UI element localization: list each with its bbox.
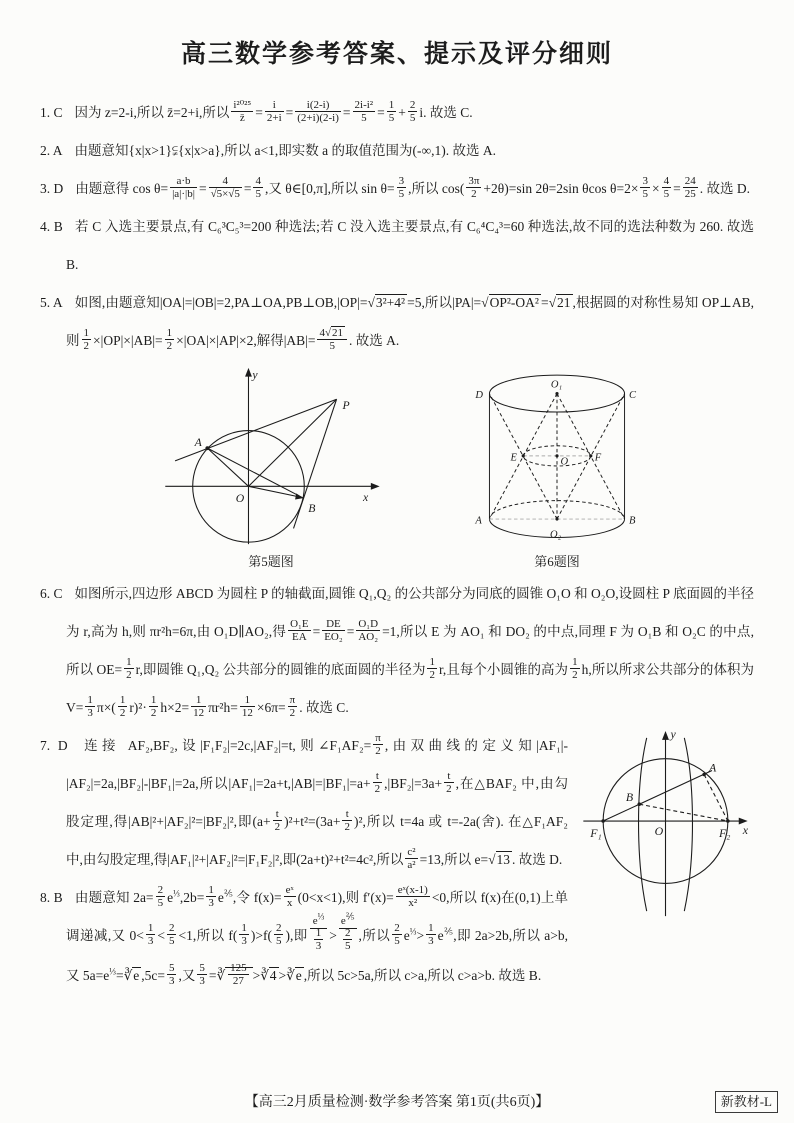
- tangent-PA: [175, 399, 337, 461]
- label-B: B: [628, 515, 636, 527]
- figures-row: [40, 362, 754, 571]
- label-F: F: [594, 452, 602, 464]
- label-P: P: [342, 398, 350, 412]
- y-axis-arrow: [662, 731, 669, 740]
- solution-6: [40, 575, 754, 727]
- arrow-at-B: [295, 493, 303, 499]
- point-F1: [601, 819, 605, 823]
- point-A: [205, 446, 209, 450]
- label-A: A: [194, 436, 202, 450]
- label-O1: O₁: [550, 379, 563, 391]
- solution-3: [40, 170, 754, 208]
- solution-id: 8. B: [40, 890, 63, 905]
- segment-OB: [248, 486, 300, 497]
- label-B: B: [308, 501, 316, 515]
- solutions-list: [40, 94, 754, 995]
- solution-id: 6. C: [40, 586, 63, 601]
- segment-OP: [248, 399, 336, 486]
- point-O: [555, 454, 558, 457]
- solution-text: 若 C 入选主要景点,有 C₆³C₅³=200 种选法;若 C 没入选主要景点,有 C₆⁴C₄³=60 种选法,故不同的选法种数为 260. 故选 B.: [66, 219, 754, 272]
- page-title: 高三数学参考答案、提示及评分细则: [180, 40, 613, 68]
- solution-id: 7. D: [40, 738, 68, 753]
- label-F1: F₁: [590, 825, 602, 840]
- axis-label-x: x: [742, 822, 749, 837]
- solution-id: 2. A: [40, 143, 63, 158]
- solution-id: 3. D: [40, 181, 64, 196]
- x-axis-arrow: [371, 483, 380, 490]
- segment-OA: [207, 448, 248, 486]
- page-footer: 【高三2月质量检测·数学参考答案 第1页(共6页)】: [244, 1095, 550, 1110]
- solution-text: 因为 z=2-i,所以 z̄=2+i,所以 $\frac{\text{i²⁰²⁵}}{z̄}$ = $\frac{i}{2+i}$ = $\frac{i(2-i)}{(2+i)(2-i)}$ = $\frac{\text{2i-i²}}{5}$ = $\frac{1}{5}$ + $\frac{2}{5}$ i. 故选 C.: [74, 98, 473, 125]
- point-O2: [555, 517, 558, 520]
- figure-7: [578, 725, 754, 923]
- figure-5-drawing: [151, 362, 391, 548]
- chord-AB: [207, 448, 303, 498]
- label-C: C: [628, 389, 636, 401]
- point-A: [702, 773, 706, 777]
- figure-5: [151, 362, 391, 571]
- solution-7: [40, 727, 754, 879]
- solution-id: 5. A: [40, 295, 63, 310]
- solution-id: 4. B: [40, 219, 63, 234]
- point-O1: [555, 392, 558, 395]
- point-B: [637, 802, 641, 806]
- figure-6: [471, 362, 643, 571]
- solution-text: 如图所示,四边形 ABCD 为圆柱 P 的轴截面,圆锥 Q₁,Q₂ 的公共部分为同底的圆锥 O₁O 和 O₂O,设圆柱 P 底面圆的半径为 r,高为 h,则 πr²h=6π,由 O₁D∥AO₂,得 $\frac{\text{O₁E}}{EA}$ = $\frac{DE}{\text{EO₂}}$ = $\frac{\text{O₁D}}{\text{AO₂}}$ =1,所以 E 为 AO₁ 和 DO₂ 的中点,同理 F 为 O₁B 和 O₂C 的中点,所以 OE= $\frac{1}{2}$ r,即圆锥 Q₁,Q₂ 公共部分的圆锥的底面圆的半径为 $\frac{1}{2}$ r,且每个小圆锥的高为 $\frac{1}{2}$ h,所以所求公共部分的体积为 V= $\frac{1}{3}$ π×( $\frac{1}{2}$ r)²· $\frac{1}{2}$ h×2= $\frac{1}{12}$ πr²h= $\frac{1}{12}$ ×6π= $\frac{\pi}{2}$ . 故选 C.: [66, 586, 755, 720]
- point-F2: [726, 819, 730, 823]
- label-F2: F₂: [718, 825, 731, 840]
- solution-1: [40, 94, 754, 132]
- solution-id: 1. C: [40, 105, 63, 120]
- y-axis-arrow: [245, 368, 252, 377]
- label-E: E: [510, 452, 517, 464]
- label-O: O: [235, 491, 245, 505]
- point-F: [589, 454, 592, 457]
- figure-7-drawing: [579, 725, 753, 923]
- solution-text: 连接 AF₂,BF₂,设|F₁F₂|=2c,|AF₂|=t,则∠F₁AF₂= $\frac{\pi}{2}$ ,由双曲线的定义知|AF₁|-|AF₂|=2a,|BF₂|-|BF₁|=2a,所以|AF₁|=2a+t,|AB|=|BF₁|=a+ $\frac{t}{2}$ ,|BF₂|=3a+ $\frac{t}{2}$ ,在△BAF₂ 中,由勾股定理,得|AB|²+|AF₂|²=|BF₂|²,即(a+ $\frac{t}{2}$ )²+t²=(3a+ $\frac{t}{2}$ )²,所以 t=4a 或 t=-2a(舍). 在△F₁AF₂ 中,由勾股定理,得|AF₁|²+|AF₂|²=|F₁F₂|²,即(2a+t)²+t²=4c²,所以 $\frac{\text{c²}}{\text{a²}}$ =13,所以 e=√13 . 故选 D.: [66, 731, 568, 872]
- label-A: A: [475, 515, 482, 527]
- solution-text: 由题意知{x|x>1}⫋{x|x>a},所以 a<1,即实数 a 的取值范围为(-∞,1). 故选 A.: [74, 143, 496, 158]
- axis-label-y: y: [252, 368, 258, 382]
- cylinder-bottom-back: [489, 501, 624, 519]
- label-O: O: [654, 823, 664, 838]
- label-D: D: [475, 389, 484, 401]
- label-O2: O₂: [549, 529, 562, 541]
- segment-AF2: [704, 775, 728, 822]
- line-F1BA: [603, 771, 712, 821]
- solution-text: 由题意得 cos θ= $\frac{a\cdot b}{|a|\cdot|b|}$ = $\frac{4}{√5\times√5}$ = $\frac{4}{5}$ ,又 θ∈[0,π],所以 sin θ= $\frac{3}{5}$ ,所以 cos( $\frac{3\pi}{2}$ +2θ)=sin 2θ=2sin θcos θ=2× $\frac{3}{5}$ × $\frac{4}{5}$ = $\frac{24}{25}$ . 故选 D.: [75, 174, 750, 201]
- solution-text: 由题意知 2a= $\frac{2}{5}$ $e^{\frac{1}{3}},2b=$ $\frac{1}{3}$ $e^{\frac{2}{5}}$,令 f(x)= $\frac{\text{eˣ}}{x}$ (0<x<1),则 f′(x)= $\frac{\text{eˣ(x-1)}}{\text{x²}}$ <0,所以 f(x)在(0,1)上单调递减,又 0< $\frac{1}{3}$ < $\frac{2}{5}$ <1,所以 f( $\frac{1}{3}$ )>f( $\frac{2}{5}$ ),即 $\frac{e^{\frac{1}{3}}}{\frac{1}{3}}$ > $\frac{e^{\frac{2}{5}}}{\frac{2}{5}}$ ,所以 $\frac{2}{5}$ $e^{\frac{1}{3}}>$ $\frac{1}{3}$ $e^{\frac{2}{5}}$,即 2a>2b,所以 a>b,又 $5a=e^{\frac{1}{3}}=∛e$ ,5c= $\frac{5}{3}$ ,又 $\frac{5}{3}$ =∛ $\frac{125}{27}$ >∛4 >∛e ,所以 5c>5a,所以 c>a,所以 c>a>b. 故选 B.: [66, 883, 569, 988]
- edition-tag: 新教材-L: [715, 1091, 778, 1113]
- solution-5: [40, 284, 754, 360]
- figure-6-drawing: [471, 362, 643, 548]
- figure-5-caption: 第5题图: [248, 554, 294, 569]
- label-B: B: [625, 790, 634, 805]
- axis-label-y: y: [670, 726, 676, 741]
- label-O: O: [560, 456, 569, 468]
- axis-label-x: x: [363, 491, 369, 505]
- figure-6-caption: 第6题图: [534, 554, 580, 569]
- solution-4: [40, 208, 754, 284]
- solution-2: [40, 132, 754, 170]
- label-A: A: [709, 760, 717, 775]
- point-E: [522, 454, 525, 457]
- solution-text: 如图,由题意知|OA|=|OB|=2,PA⊥OA,PB⊥OB,|OP|=√3²+4² =5,所以|PA|=√OP²-OA² =√21 ,根据圆的对称性易知 OP⊥AB,则 $\frac{1}{2}$ ×|OP|×|AB|= $\frac{1}{2}$ ×|OA|×|AP|×2,解得|AB|= $\frac{4√21}{5}$ . 故选 A.: [66, 295, 754, 353]
- segment-BF2: [639, 804, 728, 821]
